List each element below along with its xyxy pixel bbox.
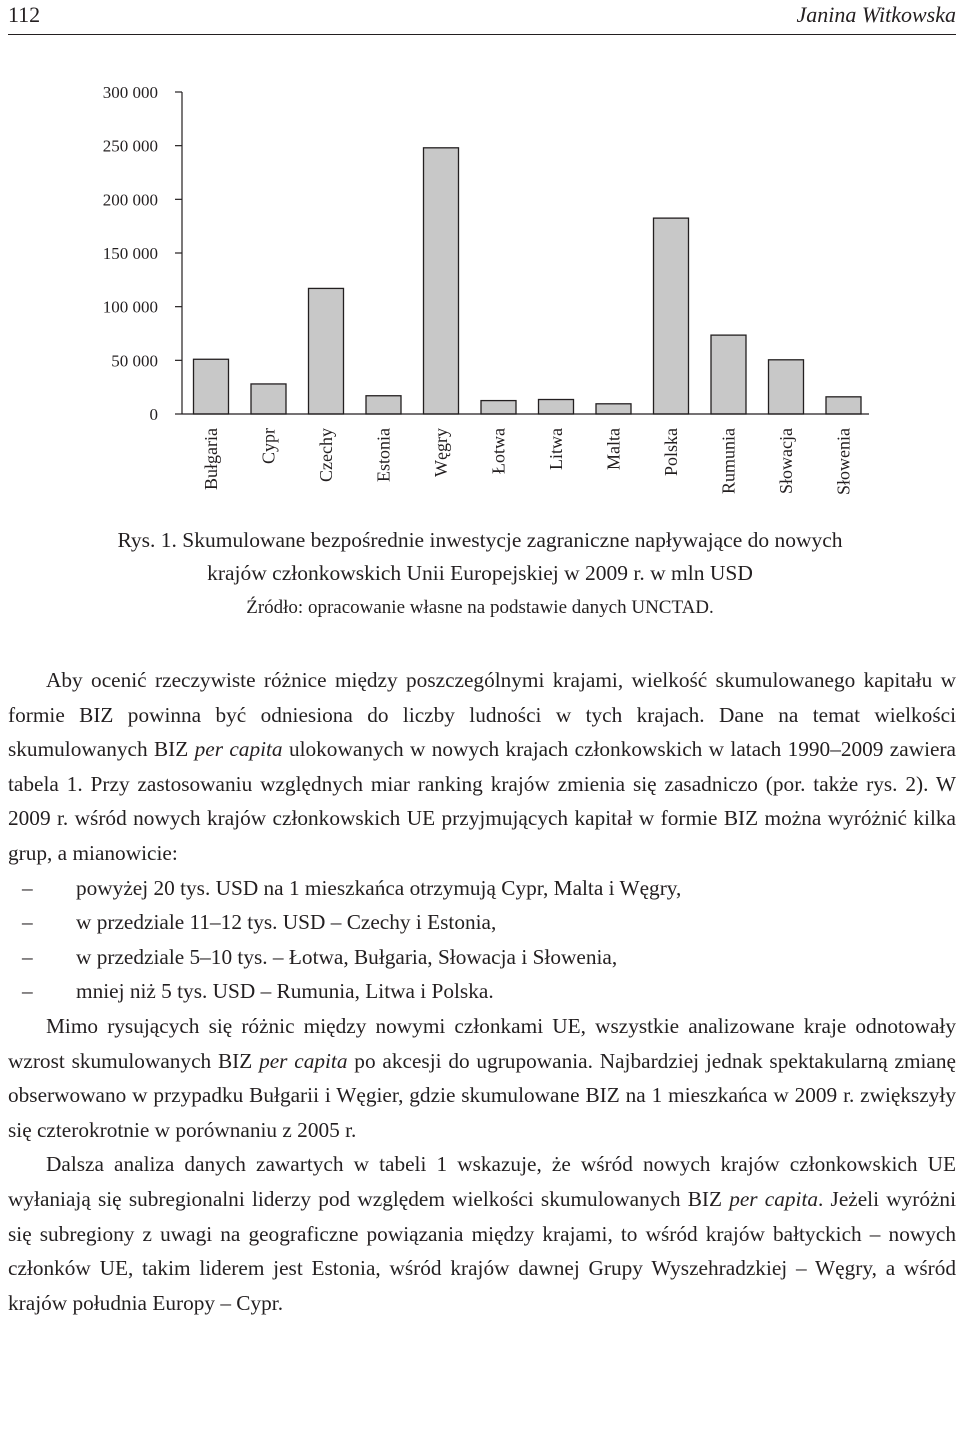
bar bbox=[539, 400, 574, 414]
paragraph-2-text-b: po akcesji do ugrupowania. Najbardziej jednak spektakularną zmianę obserwowano w przypadku Bułgarii i Węgier, gdzie skumulowane BIZ na 1 mieszkańca w 2009 r. zwiększyły się czterokrotnie w porównaniu z 2005 r. bbox=[8, 1048, 956, 1142]
category-label: Węgry bbox=[431, 428, 451, 477]
bar bbox=[596, 404, 631, 414]
list-item-text: mniej niż 5 tys. USD – Rumunia, Litwa i Polska. bbox=[76, 979, 494, 1004]
page-number: 112 bbox=[8, 2, 41, 27]
paragraph-3 bbox=[8, 1147, 956, 1320]
category-label: Litwa bbox=[546, 428, 566, 470]
bar bbox=[711, 335, 746, 414]
y-tick-label: 150 000 bbox=[102, 244, 158, 263]
bar bbox=[481, 401, 516, 414]
category-label: Rumunia bbox=[718, 428, 739, 494]
bar bbox=[654, 218, 689, 414]
list-dash: – bbox=[22, 979, 33, 1004]
list-item bbox=[8, 940, 956, 975]
category-label: Cypr bbox=[258, 428, 279, 464]
paragraph-1 bbox=[8, 663, 956, 871]
list-item-text: w przedziale 5–10 tys. – Łotwa, Bułgaria, Słowacja i Słowenia, bbox=[76, 944, 618, 969]
list-item bbox=[8, 974, 956, 1009]
paragraph-3-italic: per capita bbox=[729, 1186, 819, 1211]
list-item bbox=[8, 905, 956, 940]
bar bbox=[769, 360, 804, 414]
paragraph-2 bbox=[8, 1009, 956, 1147]
list-item-text: w przedziale 11–12 tys. USD – Czechy i Estonia, bbox=[76, 910, 497, 935]
bar bbox=[366, 396, 401, 414]
page-header bbox=[0, 0, 960, 36]
bar bbox=[424, 148, 459, 414]
header-rule bbox=[8, 34, 956, 35]
body-text bbox=[8, 663, 956, 1320]
list-item bbox=[8, 871, 956, 906]
y-tick-label: 50 000 bbox=[111, 351, 158, 371]
bar bbox=[194, 359, 229, 414]
category-label: Czechy bbox=[316, 428, 336, 482]
paragraph-2-text-a: Mimo rysujących się różnic między nowymi członkami UE, wszystkie analizowane kraje odnotowały wzrost skumulowanych BIZ bbox=[8, 1013, 956, 1073]
paragraph-1-text-b: ulokowanych w nowych krajach członkowskich w latach 1990–2009 zawiera tabela 1. Przy zastosowaniu względnych miar ranking krajów zmienia się zasadniczo (por. także rys. 2). W 2009 r. wśród nowych krajów członkowskich UE przyjmujących kapitał w formie BIZ można wyróżnić kilka grup, a mianowicie: bbox=[8, 737, 956, 865]
bar bbox=[309, 288, 344, 414]
category-label: Polska bbox=[661, 428, 681, 477]
list-item-text: powyżej 20 tys. USD na 1 mieszkańca otrzymują Cypr, Malta i Węgry, bbox=[76, 875, 682, 900]
category-label: Malta bbox=[603, 428, 624, 470]
y-tick-label: 0 bbox=[149, 405, 158, 424]
y-tick-label: 300 000 bbox=[102, 83, 158, 102]
figure-source: Źródło: opracowanie własne na podstawie danych UNCTAD. bbox=[246, 597, 714, 618]
bar-chart bbox=[0, 70, 960, 510]
list-dash: – bbox=[22, 944, 33, 969]
category-label: Łotwa bbox=[488, 428, 509, 474]
paragraph-3-text-a: Dalsza analiza danych zawartych w tabeli 1 wskazuje, że wśród nowych krajów członkowskich UE wyłaniają się subregionalni liderzy pod względem wielkości skumulowanych BIZ bbox=[8, 1152, 956, 1211]
category-label: Słowacja bbox=[776, 428, 796, 494]
bar bbox=[826, 397, 861, 414]
list-dash: – bbox=[22, 875, 33, 900]
paragraph-2-italic: per capita bbox=[259, 1048, 348, 1073]
category-label: Estonia bbox=[373, 428, 394, 482]
paragraph-1-italic: per capita bbox=[194, 737, 283, 762]
bar bbox=[251, 384, 286, 414]
paragraph-1-text-a: Aby ocenić rzeczywiste różnice między poszczególnymi krajami, wielkość skumulowanego kapitału w formie BIZ powinna być odniesiona do liczby ludności w tych krajach. Dane na temat wielkości skumulowanych BIZ bbox=[8, 668, 956, 762]
list-dash: – bbox=[22, 910, 33, 935]
figure-caption-line-1: Rys. 1. Skumulowane bezpośrednie inwestycje zagraniczne napływające do nowych bbox=[117, 528, 843, 552]
category-label: Słowenia bbox=[833, 428, 854, 495]
y-tick-label: 100 000 bbox=[102, 297, 158, 317]
y-tick-label: 250 000 bbox=[102, 136, 158, 156]
group-list bbox=[8, 871, 956, 1009]
paragraph-3-text-b: . Jeżeli wyróżni się subregiony z uwagi na geograficzne powiązania między krajami, to wśród krajów bałtyckich – nowych członków UE, takim liderem jest Estonia, wśród krajów dawnej Grupy Wyszehradzkiej – Węgry, a wśród krajów południa Europy – Cypr. bbox=[8, 1186, 956, 1315]
figure-caption-line-2: krajów członkowskich Unii Europejskiej w 2009 r. w mln USD bbox=[207, 561, 753, 585]
category-label: Bułgaria bbox=[201, 428, 221, 490]
y-tick-label: 200 000 bbox=[102, 190, 158, 210]
running-head: Janina Witkowska bbox=[796, 2, 956, 27]
